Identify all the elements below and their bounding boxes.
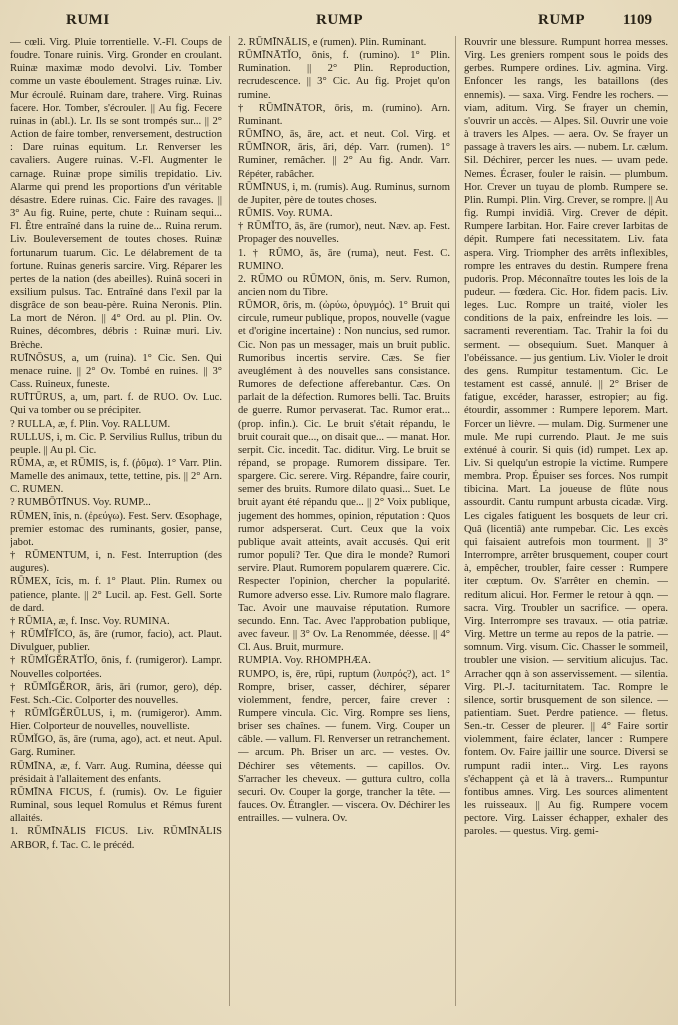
dictionary-entry: RUMPO, is, ēre, rūpi, ruptum (λυπρός?), act. 1° Rompre, briser, casser, déchirer, séparer violemment, fendre, percer, faire crever : Rumpere vincula. Cic. Virg. Rompre ses liens, briser ses chaînes. — funem. Virg. Couper un câble. — vallum. Fl. Renverser un retranchement. — arcum. Ph. Briser un arc. — vestes. Ov. Déchirer ses vêtements. — capillos. Ov. S'arracher les cheveux. — guttura cultro, colla securi. Ov. Couper la gorge, trancher la tête. — fauces. Ov. Étrangler. — viscera. Ov. Déchirer les entrailles. — vulnera. Ov. (238, 668, 450, 825)
dictionary-entry: RUĪNŌSUS, a, um (ruina). 1° Cic. Sen. Qui menace ruine. || 2° Ov. Tombé en ruines. || 3° Cass. Ruineux, funeste. (10, 352, 222, 391)
dictionary-entry: Rouvrir une blessure. Rumpunt horrea messes. Virg. Les greniers rompent sous le poids des gerbes. Rumpere ordines. Liv. agmina. Virg. Enfoncer les rangs, les bataillons (des ennemis). — saxa. Virg. Fendre les rochers. — viam, aditum. Virg. Se frayer un chemin, s'ouvrir un accès. — Alpes. Sil. Ouvrir une voie à travers les Alpes. — aera. Ov. Se frayer un passage à travers les airs. — nubem. Lr. cælum. Sil. Déchirer, percer les nues. — uvam pede. Nemes. Écraser, fouler le raisin. — plumbum. Hor. Crever un tuyau de plomb. Rumpere se. Plin. Rumpi. Plin. Virg. Crever, se rompre. || Au fig. Rumpi invidiâ. Virg. Crever de dépit. Rumpere Iarbitan. Hor. Faire crever Iarbitas de dépit. Rumpere fati necessitatem. Liv. fata aspera. Virg. Triompher des arrêts inflexibles, rompre les entraves du destin. Rumpere frena pudoris. Prop. Méconnaître toutes les lois de la pudeur. — fœdera. Cic. Hor. fidem pacis. Liv. leges. Luc. Rompre un traité, violer les conditions de la paix, enfreindre les lois. — sacramenti reverentiam. Tac. Trahir la foi du serment. — obsequium. Suet. Manquer à l'obéissance. — jus gentium. Liv. Violer le droit des gens. Rumpitur testamentum. Cic. Le testament est cassé, annulé. || 2° Briser de fatigue, excéder, harasser, estropier; au fig. étourdir, assommer : Rumpere leporem. Mart. Forcer un lièvre. — mulam. Dig. Surmener une mule. Me rupi currendo. Plaut. Je me suis exténué à courir. Si quis (id) rumpet. Lex ap. Liv. Si quelqu'un estropie la victime. Rumpere membra. Prop. Épuiser ses forces. Nos rumpit tibicina. Mart. La joueuse de flûte nous assourdit. Cantu rumpunt arbusta cicadæ. Virg. Les cigales fatiguent les bosquets de leur cri. Quâ (licentiâ) ante rumpebar. Cic. Les excès qui faisaient autrefois mon tourment. || 3° Interrompre, arrêter brusquement, couper court à, empêcher, troubler, faire cesser : Rumpere iter cœptum. Ov. S'arrêter en chemin. — reditum alicui. Hor. Fermer le retour à qqn. — sacra. Virg. Troubler un sacrifice. — opera. Virg. Interrompre ses travaux. — otia patriæ. Virg. Mettre un terme au repos de la patrie. — somnum. Virg. visum. Cic. Chasser le sommeil, troubler une vision. — servitium alicujus. Tac. Arracher qqn à son asservissement. — silentia. Virg. Pl.-J. taciturnitatem. Tac. Rompre le silence, sortir brusquement de son silence. — patientiam. Suet. Perdre patience. — fletus. Sen.-tr. Cesser de pleurer. || 4° Faire sortir violemment, faire éclater, lancer : Rumpere fontem. Ov. Faire jaillir une source. Diversi se rumpunt radii inter... Virg. Les rayons s'échappent çà et là à travers... Rumpuntur fontibus amnes. Virg. Les sources alimentent les ruisseaux. || Au fig. Rumpere vocem pectore. Virg. Laisser échapper, exhaler des paroles. — questus. Virg. gemi- (464, 37, 668, 838)
dictionary-entry: 2. RŪMO ou RŪMON, ōnis, m. Serv. Rumon, ancien nom du Tibre. (238, 273, 450, 298)
dictionary-entry: RUĪTŪRUS, a, um, part. f. de RUO. Ov. Luc. Qui va tomber ou se précipiter. (10, 392, 222, 417)
dictionary-entry: † RŪMENTUM, i, n. Fest. Interruption (des augures). (10, 550, 222, 575)
dictionary-entry: † RŪMĬGĔRĀTĬO, ōnis, f. (rumigeror). Lampr. Nouvelles colportées. (10, 655, 222, 680)
header-left-guideword: RUMI (66, 12, 110, 28)
dictionary-entry: 1. † RŪMO, ās, āre (ruma), neut. Fest. C. RUMINO. (238, 247, 450, 272)
dictionary-entry: RŪMĪNĀTĬO, ōnis, f. (rumino). 1° Plin. Rumination. || 2° Plin. Reproduction, recrudescence. || 3° Cic. Au fig. Projet qu'on rumine. (238, 50, 450, 101)
dictionary-entry: † RŪMĪNĀTOR, ōris, m. (rumino). Arn. Ruminant. (238, 102, 450, 127)
dictionary-entry: ? RUMBŌTĪNUS. Voy. RUMP... (10, 497, 151, 509)
dictionary-entry: RŪMIS. Voy. RUMA. (238, 208, 333, 220)
dictionary-entry: ? RULLA, æ, f. Plin. Voy. RALLUM. (10, 418, 171, 430)
dictionary-entry: RŪMOR, ōris, m. (ὠρύω, ὀρυγμός). 1° Bruit qui circule, rumeur publique, propos, nouvelle (vague et d'origine incertaine) : Non nuncius, sed rumor. Cic. Non pas un messager, mais un bruit public. Rumoribus incertis servire. Cæs. Se fier aveuglément à des nouvelles sans consistance. Rumores de defectione afferebantur. Cæs. On parlait de la défection. Rumores belli. Tac. Bruits de guerre. Rumor pervaserat. Tac. Rumor erat... (prop. infin.). Cic. Le bruit s'était répandu, le bruit courait que..., on disait que... — manat. Hor. serpit. Cic. incedit. Tac. diditur. Virg. Le bruit se répand, se propage. Rumorem dissipare. Ter. spargere. Cic. serere. Virg. Répandre, faire courir, semer des bruits. Rumore dilato quasi... Suet. Le bruit ayant été répandu que... || 2° Voix publique, jugement des hommes, opinion, réputation : Quos rumor adsperserat. Curt. Ceux que la voix publique avait atteints, avait accusés. Qui erit rumor populi? Ter. Que dira le monde? Rumori servire. Plaut. Rumorem popularem quærere. Cic. Respecter l'opinion, chercher la popularité. Rumore adverso esse. Liv. Rumore malo flagrare. Tac. Avoir une mauvaise réputation. Rumore secundo. Enn. Tac. Avec l'approbation publique, avec faveur. || 3° Ov. La Renommée, déesse. || 4° Cl. Aus. Bruit, murmure. (238, 300, 450, 654)
dictionary-entry: RULLUS, i, m. Cic. P. Servilius Rullus, tribun du peuple. || Au pl. Cic. (10, 431, 222, 456)
dictionary-entry: RUMPIA. Voy. RHOMPHÆA. (238, 655, 371, 667)
column-2 (238, 36, 450, 1016)
dictionary-entry: RŪMĪNA FICUS, f. (rumis). Ov. Le figuier Ruminal, sous lequel Romulus et Rémus furent allaités. (10, 786, 222, 825)
header-middle-guideword: RUMP (316, 12, 363, 28)
column-1 (10, 36, 222, 1016)
column-3 (464, 36, 668, 1016)
dictionary-entry: 2. RŪMĪNĀLIS, e (rumen). Plin. Ruminant. (238, 37, 427, 48)
dictionary-entry: RŪMĬGO, ās, āre (ruma, ago), act. et neut. Apul. Garg. Ruminer. (10, 734, 222, 759)
columns-container (10, 36, 668, 1016)
dictionary-entry: RŪMĪNA, æ, f. Varr. Aug. Rumina, déesse qui présidait à l'allaitement des enfants. (10, 760, 222, 785)
dictionary-entry: 1. RŪMĪNĀLIS FICUS. Liv. RŪMĪNĀLIS ARBOR, f. Tac. C. le précéd. (10, 826, 222, 851)
dictionary-entry: — cœli. Virg. Pluie torrentielle. V.-Fl. Coups de foudre. Tonare ruinis. Virg. Gronder en croulant. Ruinæ maximæ modo devolvi. Liv. Tomber comme un vaste éboulement. Strages ruinæ. Liv. Mur écroulé. Ruinam dare, trahere. Virg. Ruinas facere. Hor. Tomber, s'écrouler. || Au fig. Fecere ruinas in (abl.). Lr. Ils se sont trompés sur... || 2° Action de faire tomber, renversement, destruction : Dare ruinas equitum. Lr. Renverser les cavaliers. Augere ruinas. V.-Fl. Augmenter le carnage. Ruinæ prope similis trepidatio. Liv. Alarme qui prend les proportions d'un véritable désastre. Edere ruinas. Cic. Faire des ravages. || 3° Au fig. Ruine, perte, chute : Ruinam sequi... Fl. Être entraîné dans la ruine de... Ruina rerum. Liv. Bouleversement de toutes choses. Ruinæ fortunarum tuarum. Cic. Le délabrement de ta fortune. Ruinas generis sarcire. Virg. Réparer les pertes de la nation (des abeilles). Ruinâ soceri in exsilium pulsus. Tac. Entraîné dans l'exil par la disgrâce de son beau-père. Ruina Neronis. Plin. La mort de Néron. || 4° Ord. au pl. Plin. Ov. Ruines, décombres, débris : Ruinæ muri. Liv. Brèche. (10, 37, 222, 351)
dictionary-entry: RŪMĪNO, ās, āre, act. et neut. Col. Virg. et RŪMĪNOR, āris, āri, dép. Varr. (rumen). 1° Ruminer, remâcher. || 2° Au fig. Andr. Varr. Répéter, rabâcher. (238, 129, 450, 180)
dictionary-entry: RŪMA, æ, et RŪMIS, is, f. (ῥῦμα). 1° Varr. Plin. Mamelle des animaux, tette, tettine, pis. || 2° Arn. C. RUMEN. (10, 458, 222, 496)
dictionary-entry: † RŪMĬGĔROR, āris, āri (rumor, gero), dép. Fest. Sch.-Cic. Colporter des nouvelles. (10, 681, 222, 706)
page-number: 1109 (622, 12, 652, 28)
header-right-guideword: RUMP (538, 12, 585, 28)
dictionary-entry: RŪMĪNUS, i, m. (rumis). Aug. Ruminus, surnom de Jupiter, père de toutes choses. (238, 181, 450, 206)
dictionary-entry: RŪMEN, ĭnis, n. (ἐρεύγω). Fest. Serv. Œsophage, premier estomac des ruminants, gosier, panse, jabot. (10, 510, 222, 548)
dictionary-entry: † RŪMĬGĔRŪLUS, i, m. (rumigeror). Amm. Hier. Colporteur de nouvelles, nouvelliste. (10, 707, 222, 733)
dictionary-entry: † RŪMIA, æ, f. Insc. Voy. RUMINA. (10, 615, 170, 627)
running-header (26, 12, 652, 32)
dictionary-entry: † RŪMĬFĬCO, ās, āre (rumor, facio), act. Plaut. Divulguer, publier. (10, 629, 222, 654)
dictionary-entry: RŪMEX, ĭcis, m. f. 1° Plaut. Plin. Rumex ou patience, plante. || 2° Lucil. ap. Fest. Gell. Sorte de dard. (10, 576, 222, 614)
dictionary-entry: † RŪMĬTO, ās, āre (rumor), neut. Næv. ap. Fest. Propager des nouvelles. (238, 221, 450, 246)
